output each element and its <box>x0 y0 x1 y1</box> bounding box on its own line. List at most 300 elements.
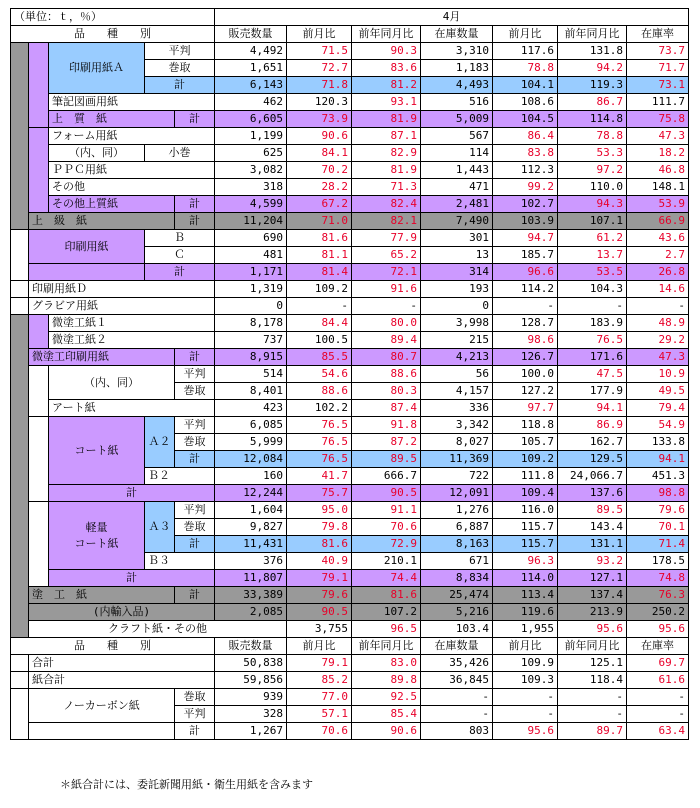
value-cell: 50,838 <box>215 655 287 672</box>
value-cell: 8,915 <box>215 349 287 366</box>
value-cell: 70.6 <box>287 723 352 740</box>
value-cell: 78.8 <box>493 60 558 77</box>
value-cell: 76.5 <box>287 417 352 434</box>
row-label: 平判 <box>145 43 215 60</box>
value-cell: 70.1 <box>627 519 689 536</box>
value-cell: 1,651 <box>215 60 287 77</box>
value-cell: 75.7 <box>287 485 352 502</box>
value-cell: 63.4 <box>627 723 689 740</box>
value-cell: 12,244 <box>215 485 287 502</box>
value-cell: 61.2 <box>558 230 627 247</box>
value-cell: 4,213 <box>421 349 493 366</box>
col-header: 前月比 <box>287 638 352 655</box>
row-label: 計 <box>175 536 215 553</box>
value-cell: 99.2 <box>493 179 558 196</box>
row-label: ノーカーボン紙 <box>29 689 175 723</box>
table-row <box>11 298 689 315</box>
col-header: 在庫数量 <box>421 26 493 43</box>
row-label: Ｂ <box>145 230 215 247</box>
value-cell: - <box>421 706 493 723</box>
value-cell: 1,955 <box>493 621 558 638</box>
table-row <box>11 655 689 672</box>
value-cell: 69.7 <box>627 655 689 672</box>
value-cell: 2,481 <box>421 196 493 213</box>
value-cell: 84.4 <box>287 315 352 332</box>
value-cell: 109.2 <box>493 451 558 468</box>
col-header: 前年同月比 <box>558 26 627 43</box>
value-cell: 129.5 <box>558 451 627 468</box>
value-cell: - <box>287 298 352 315</box>
value-cell: 11,807 <box>215 570 287 587</box>
value-cell: 96.6 <box>493 264 558 281</box>
value-cell: 81.2 <box>352 77 421 94</box>
value-cell: 81.4 <box>287 264 352 281</box>
value-cell: 1,319 <box>215 281 287 298</box>
value-cell: 117.6 <box>493 43 558 60</box>
value-cell: 4,157 <box>421 383 493 400</box>
value-cell: 102.7 <box>493 196 558 213</box>
value-cell: 12,084 <box>215 451 287 468</box>
value-cell: 87.2 <box>352 434 421 451</box>
value-cell: 1,199 <box>215 128 287 145</box>
value-cell: 90.6 <box>352 723 421 740</box>
value-cell: 89.4 <box>352 332 421 349</box>
table-row <box>11 366 689 383</box>
row-label: 印刷用紙Ａ <box>49 43 145 94</box>
value-cell: 8,163 <box>421 536 493 553</box>
col-header: 前月比 <box>493 638 558 655</box>
value-cell: 70.6 <box>352 519 421 536</box>
value-cell: 178.5 <box>627 553 689 570</box>
value-cell: 71.3 <box>352 179 421 196</box>
value-cell: 72.9 <box>352 536 421 553</box>
value-cell: 737 <box>215 332 287 349</box>
value-cell: 56 <box>421 366 493 383</box>
cell-spacer <box>11 281 29 298</box>
value-cell: 59,856 <box>215 672 287 689</box>
value-cell: 115.7 <box>493 519 558 536</box>
value-cell: 671 <box>421 553 493 570</box>
cell-spacer <box>11 689 29 740</box>
value-cell: 90.6 <box>287 128 352 145</box>
value-cell: 89.5 <box>558 502 627 519</box>
value-cell: 171.6 <box>558 349 627 366</box>
value-cell: 43.6 <box>627 230 689 247</box>
value-cell: 90.5 <box>287 604 352 621</box>
value-cell: 3,755 <box>287 621 352 638</box>
value-cell: 103.4 <box>421 621 493 638</box>
row-label: Ｂ３ <box>145 553 215 570</box>
value-cell: 3,342 <box>421 417 493 434</box>
value-cell: - <box>558 298 627 315</box>
row-label: 微塗工印刷用紙 <box>29 349 175 366</box>
value-cell: 53.5 <box>558 264 627 281</box>
value-cell: 127.1 <box>558 570 627 587</box>
value-cell: 87.1 <box>352 128 421 145</box>
value-cell: 81.1 <box>287 247 352 264</box>
value-cell: - <box>493 689 558 706</box>
value-cell: 35,426 <box>421 655 493 672</box>
value-cell: 79.6 <box>287 587 352 604</box>
value-cell: 2.7 <box>627 247 689 264</box>
row-label: Ｃ <box>145 247 215 264</box>
col-header: 前年同月比 <box>352 26 421 43</box>
value-cell: 90.3 <box>352 43 421 60</box>
value-cell: 61.6 <box>627 672 689 689</box>
value-cell: 66.9 <box>627 213 689 230</box>
row-label: 平判 <box>175 366 215 383</box>
value-cell: 97.2 <box>558 162 627 179</box>
value-cell: 94.2 <box>558 60 627 77</box>
value-cell: 82.9 <box>352 145 421 162</box>
table-row <box>11 672 689 689</box>
value-cell: 91.1 <box>352 502 421 519</box>
value-cell: 72.7 <box>287 60 352 77</box>
row-label: 小巻 <box>145 145 215 162</box>
value-cell: 11,431 <box>215 536 287 553</box>
row-label: 筆記図画用紙 <box>49 94 215 111</box>
value-cell: 85.4 <box>352 706 421 723</box>
table-row <box>11 570 689 587</box>
value-cell: 137.6 <box>558 485 627 502</box>
row-label: その他 <box>49 179 215 196</box>
value-cell: 109.4 <box>493 485 558 502</box>
value-cell: 625 <box>215 145 287 162</box>
value-cell: 89.7 <box>558 723 627 740</box>
row-label: アート紙 <box>49 400 215 417</box>
value-cell: 162.7 <box>558 434 627 451</box>
header-row-month <box>11 9 689 26</box>
value-cell: 77.9 <box>352 230 421 247</box>
value-cell: 54.6 <box>287 366 352 383</box>
value-cell: 177.9 <box>558 383 627 400</box>
row-label: 塗 工 紙 <box>29 587 175 604</box>
value-cell: 100.0 <box>493 366 558 383</box>
value-cell: 103.9 <box>493 213 558 230</box>
value-cell: 14.6 <box>627 281 689 298</box>
table-row <box>11 400 689 417</box>
row-label: クラフト紙・その他 <box>29 621 287 638</box>
value-cell: 73.9 <box>287 111 352 128</box>
value-cell: 85.2 <box>287 672 352 689</box>
value-cell: 81.6 <box>287 230 352 247</box>
row-label: ＰＰＣ用紙 <box>49 162 215 179</box>
value-cell: 107.1 <box>558 213 627 230</box>
value-cell: - <box>493 298 558 315</box>
value-cell: 131.8 <box>558 43 627 60</box>
row-label: 印刷用紙 <box>29 230 145 264</box>
value-cell: 98.8 <box>627 485 689 502</box>
cell-spacer <box>29 128 49 213</box>
cell-spacer <box>11 230 29 281</box>
unit-label: （単位：ｔ，％） <box>11 9 215 26</box>
value-cell: 73.1 <box>627 77 689 94</box>
value-cell: 94.1 <box>627 451 689 468</box>
cell-spacer <box>29 264 145 281</box>
table-row <box>11 689 689 706</box>
value-cell: 48.9 <box>627 315 689 332</box>
value-cell: 91.6 <box>352 281 421 298</box>
value-cell: 12,091 <box>421 485 493 502</box>
value-cell: 86.4 <box>493 128 558 145</box>
value-cell: 93.2 <box>558 553 627 570</box>
value-cell: 70.2 <box>287 162 352 179</box>
value-cell: 185.7 <box>493 247 558 264</box>
value-cell: 1,267 <box>215 723 287 740</box>
value-cell: 89.8 <box>352 672 421 689</box>
value-cell: 94.3 <box>558 196 627 213</box>
value-cell: 193 <box>421 281 493 298</box>
value-cell: 0 <box>215 298 287 315</box>
value-cell: 118.8 <box>493 417 558 434</box>
value-cell: 516 <box>421 94 493 111</box>
table-row <box>11 315 689 332</box>
row-label: 計 <box>175 213 215 230</box>
header-row-columns-2 <box>11 638 689 655</box>
value-cell: 210.1 <box>352 553 421 570</box>
value-cell: 76.3 <box>627 587 689 604</box>
value-cell: 9,827 <box>215 519 287 536</box>
value-cell: 47.3 <box>627 128 689 145</box>
value-cell: 131.1 <box>558 536 627 553</box>
footnote: ＊紙合計には、委託新聞用紙・衛生用紙を含みます <box>60 778 313 791</box>
value-cell: 127.2 <box>493 383 558 400</box>
row-label: 上 級 紙 <box>29 213 175 230</box>
value-cell: 25,474 <box>421 587 493 604</box>
value-cell: 89.5 <box>352 451 421 468</box>
value-cell: 1,183 <box>421 60 493 77</box>
value-cell: 111.8 <box>493 468 558 485</box>
sales-inventory-table <box>10 8 689 740</box>
value-cell: 114.8 <box>558 111 627 128</box>
value-cell: 1,443 <box>421 162 493 179</box>
row-label: Ｂ２ <box>145 468 215 485</box>
value-cell: 5,009 <box>421 111 493 128</box>
value-cell: 115.7 <box>493 536 558 553</box>
table-row <box>11 281 689 298</box>
col-header: 販売数量 <box>215 26 287 43</box>
value-cell: 74.4 <box>352 570 421 587</box>
value-cell: 109.2 <box>287 281 352 298</box>
value-cell: 113.4 <box>493 587 558 604</box>
row-label: 微塗工紙１ <box>49 315 215 332</box>
value-cell: 114.2 <box>493 281 558 298</box>
row-label: 計 <box>49 485 215 502</box>
value-cell: 47.3 <box>627 349 689 366</box>
col-header: 前年同月比 <box>558 638 627 655</box>
value-cell: 301 <box>421 230 493 247</box>
keiryo-coat-label: コート紙 <box>74 536 119 550</box>
value-cell: 76.5 <box>287 451 352 468</box>
value-cell: 250.2 <box>627 604 689 621</box>
value-cell: 41.7 <box>287 468 352 485</box>
header-row-columns <box>11 26 689 43</box>
value-cell: 57.1 <box>287 706 352 723</box>
row-label: 計 <box>145 77 215 94</box>
value-cell: 4,493 <box>421 77 493 94</box>
value-cell: 110.0 <box>558 179 627 196</box>
value-cell: 100.5 <box>287 332 352 349</box>
value-cell: 8,178 <box>215 315 287 332</box>
row-label: 計 <box>175 111 215 128</box>
cell-spacer <box>29 315 49 349</box>
table-row <box>11 128 689 145</box>
value-cell: 8,401 <box>215 383 287 400</box>
table-row <box>11 162 689 179</box>
value-cell: 74.8 <box>627 570 689 587</box>
row-label: 巻取 <box>175 434 215 451</box>
value-cell: 215 <box>421 332 493 349</box>
value-cell: 83.6 <box>352 60 421 77</box>
value-cell: 128.7 <box>493 315 558 332</box>
cell-spacer <box>11 655 29 672</box>
value-cell: 26.8 <box>627 264 689 281</box>
value-cell: 86.9 <box>558 417 627 434</box>
month-label: 4月 <box>215 9 689 26</box>
table-row <box>11 264 689 281</box>
value-cell: 213.9 <box>558 604 627 621</box>
row-label: Ａ３ <box>145 502 175 553</box>
col-header: 前月比 <box>493 26 558 43</box>
table-row <box>11 621 689 638</box>
value-cell: 1,604 <box>215 502 287 519</box>
cell-spacer <box>29 366 49 417</box>
value-cell: 1,276 <box>421 502 493 519</box>
value-cell: 95.0 <box>287 502 352 519</box>
table-row <box>11 349 689 366</box>
table-row <box>11 213 689 230</box>
row-label <box>49 502 145 570</box>
kind-header: 品 種 別 <box>11 26 215 43</box>
row-label: Ａ２ <box>145 417 175 468</box>
value-cell: 143.4 <box>558 519 627 536</box>
value-cell: 126.7 <box>493 349 558 366</box>
value-cell: 125.1 <box>558 655 627 672</box>
value-cell: 93.1 <box>352 94 421 111</box>
value-cell: 95.6 <box>493 723 558 740</box>
value-cell: 83.0 <box>352 655 421 672</box>
value-cell: 481 <box>215 247 287 264</box>
cell-spacer <box>11 672 29 689</box>
value-cell: 10.9 <box>627 366 689 383</box>
value-cell: 95.6 <box>627 621 689 638</box>
value-cell: 71.7 <box>627 60 689 77</box>
cell-spacer <box>11 315 29 638</box>
value-cell: 722 <box>421 468 493 485</box>
value-cell: - <box>627 706 689 723</box>
value-cell: 81.9 <box>352 111 421 128</box>
row-label: グラビア用紙 <box>29 298 215 315</box>
row-label: 上 質 紙 <box>49 111 175 128</box>
value-cell: 567 <box>421 128 493 145</box>
value-cell: 105.7 <box>493 434 558 451</box>
value-cell: 183.9 <box>558 315 627 332</box>
value-cell: 54.9 <box>627 417 689 434</box>
cell-spacer <box>11 43 29 230</box>
value-cell: 160 <box>215 468 287 485</box>
col-header: 在庫率 <box>627 26 689 43</box>
table-row <box>11 485 689 502</box>
value-cell: 3,998 <box>421 315 493 332</box>
row-label: 平判 <box>175 706 215 723</box>
value-cell: 72.1 <box>352 264 421 281</box>
col-header: 在庫数量 <box>421 638 493 655</box>
value-cell: - <box>627 298 689 315</box>
value-cell: 84.1 <box>287 145 352 162</box>
table-row <box>11 145 689 162</box>
row-label: 巻取 <box>175 519 215 536</box>
value-cell: 102.2 <box>287 400 352 417</box>
value-cell: 104.1 <box>493 77 558 94</box>
row-label: 計 <box>175 451 215 468</box>
table-row <box>11 332 689 349</box>
value-cell: 3,310 <box>421 43 493 60</box>
value-cell: 111.7 <box>627 94 689 111</box>
value-cell: 104.3 <box>558 281 627 298</box>
value-cell: 13.7 <box>558 247 627 264</box>
value-cell: 148.1 <box>627 179 689 196</box>
row-label: 巻取 <box>145 60 215 77</box>
value-cell: 85.5 <box>287 349 352 366</box>
table-row <box>11 179 689 196</box>
table-row <box>11 230 689 247</box>
row-label: 巻取 <box>175 383 215 400</box>
value-cell: 83.8 <box>493 145 558 162</box>
row-label: 巻取 <box>175 689 215 706</box>
value-cell: 86.7 <box>558 94 627 111</box>
table-row <box>11 604 689 621</box>
value-cell: - <box>421 689 493 706</box>
value-cell: 53.3 <box>558 145 627 162</box>
row-label: 計 <box>175 196 215 213</box>
value-cell: 116.0 <box>493 502 558 519</box>
value-cell: 666.7 <box>352 468 421 485</box>
row-label: 印刷用紙Ｄ <box>29 281 215 298</box>
col-header: 在庫率 <box>627 638 689 655</box>
value-cell: 118.4 <box>558 672 627 689</box>
value-cell: 53.9 <box>627 196 689 213</box>
value-cell: - <box>558 689 627 706</box>
value-cell: 107.2 <box>352 604 421 621</box>
value-cell: 90.5 <box>352 485 421 502</box>
value-cell: 67.2 <box>287 196 352 213</box>
table-row <box>11 417 689 434</box>
cell-spacer <box>29 502 49 587</box>
value-cell: 376 <box>215 553 287 570</box>
row-label: その他上質紙 <box>49 196 175 213</box>
value-cell: 6,143 <box>215 77 287 94</box>
table-row <box>11 196 689 213</box>
value-cell: 97.7 <box>493 400 558 417</box>
row-label: （内、同） <box>49 366 175 400</box>
row-label: コート紙 <box>49 417 145 485</box>
value-cell: 471 <box>421 179 493 196</box>
value-cell: - <box>627 689 689 706</box>
row-label: フォーム用紙 <box>49 128 215 145</box>
row-label: 計 <box>175 587 215 604</box>
value-cell: 71.4 <box>627 536 689 553</box>
value-cell: 462 <box>215 94 287 111</box>
cell-spacer <box>29 723 175 740</box>
row-label: 平判 <box>175 417 215 434</box>
value-cell: 690 <box>215 230 287 247</box>
value-cell: 8,027 <box>421 434 493 451</box>
value-cell: 803 <box>421 723 493 740</box>
value-cell: 81.6 <box>287 536 352 553</box>
value-cell: 13 <box>421 247 493 264</box>
value-cell: 120.3 <box>287 94 352 111</box>
col-header: 販売数量 <box>215 638 287 655</box>
